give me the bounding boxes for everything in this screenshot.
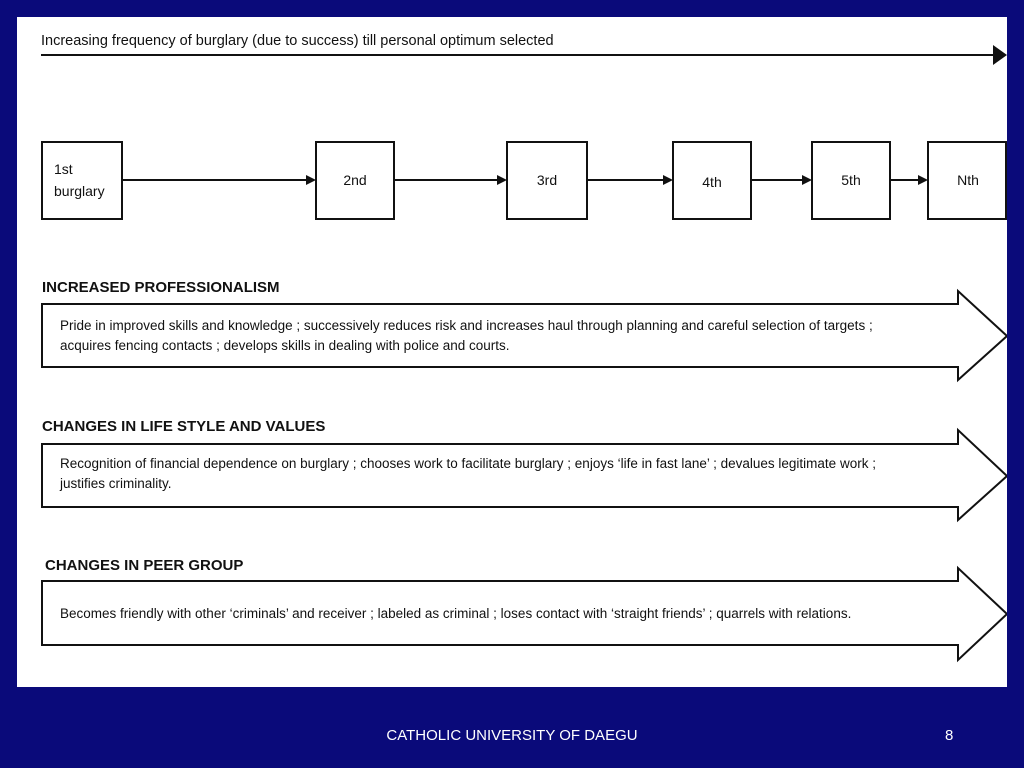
box-label-line1: 4th <box>702 174 722 190</box>
slide-panel <box>17 17 1007 687</box>
flow-diagram <box>17 17 1007 687</box>
section-heading-lifestyle: CHANGES IN LIFE STYLE AND VALUES <box>42 418 326 435</box>
box-5th-burglary <box>812 142 890 219</box>
section-text-line: justifies criminality. <box>60 476 172 491</box>
section-arrow-professionalism <box>42 291 1007 380</box>
footer-institution: CATHOLIC UNIVERSITY OF DAEGU <box>386 727 638 744</box>
box-2nd-burglary <box>316 142 394 219</box>
section-heading-professionalism: INCREASED PROFESSIONALISM <box>42 279 280 296</box>
section-text-line: Pride in improved skills and knowledge ; successively reduces risk and increases haul through planning and careful selection of targets ; <box>60 318 873 333</box>
box-3rd-burglary <box>507 142 587 219</box>
section-text-line: Recognition of financial dependence on burglary ; chooses work to facilitate burglary ; enjoys ‘life in fast lane’ ; devalues legitimate work ; <box>60 456 876 471</box>
section-text-line: Becomes friendly with other ‘criminals’ and receiver ; labeled as criminal ; loses contact with ‘straight friends’ ; quarrels with relations. <box>60 606 852 621</box>
top-arrow-label: Increasing frequency of burglary (due to success) till personal optimum selected <box>41 33 554 49</box>
top-arrow-head <box>993 45 1007 65</box>
page-number: 8 <box>945 727 954 744</box>
box-nth-burglary <box>928 142 1006 219</box>
box-label-line2: burglary <box>54 183 105 199</box>
box-label-line1: 1st <box>54 161 73 177</box>
box-label-line1: 5th <box>841 172 861 188</box>
box-label-line1: 2nd <box>343 172 367 188</box>
box-1st-burglary <box>42 142 122 219</box>
section-arrow-lifestyle <box>42 430 1007 520</box>
box-label-line1: 3rd <box>536 172 558 188</box>
box-label-line1: Nth <box>957 172 979 188</box>
section-heading-peer-group: CHANGES IN PEER GROUP <box>45 557 244 574</box>
section-text-line: acquires fencing contacts ; develops skills in dealing with police and courts. <box>60 338 510 353</box>
box-4th-burglary <box>673 142 751 219</box>
